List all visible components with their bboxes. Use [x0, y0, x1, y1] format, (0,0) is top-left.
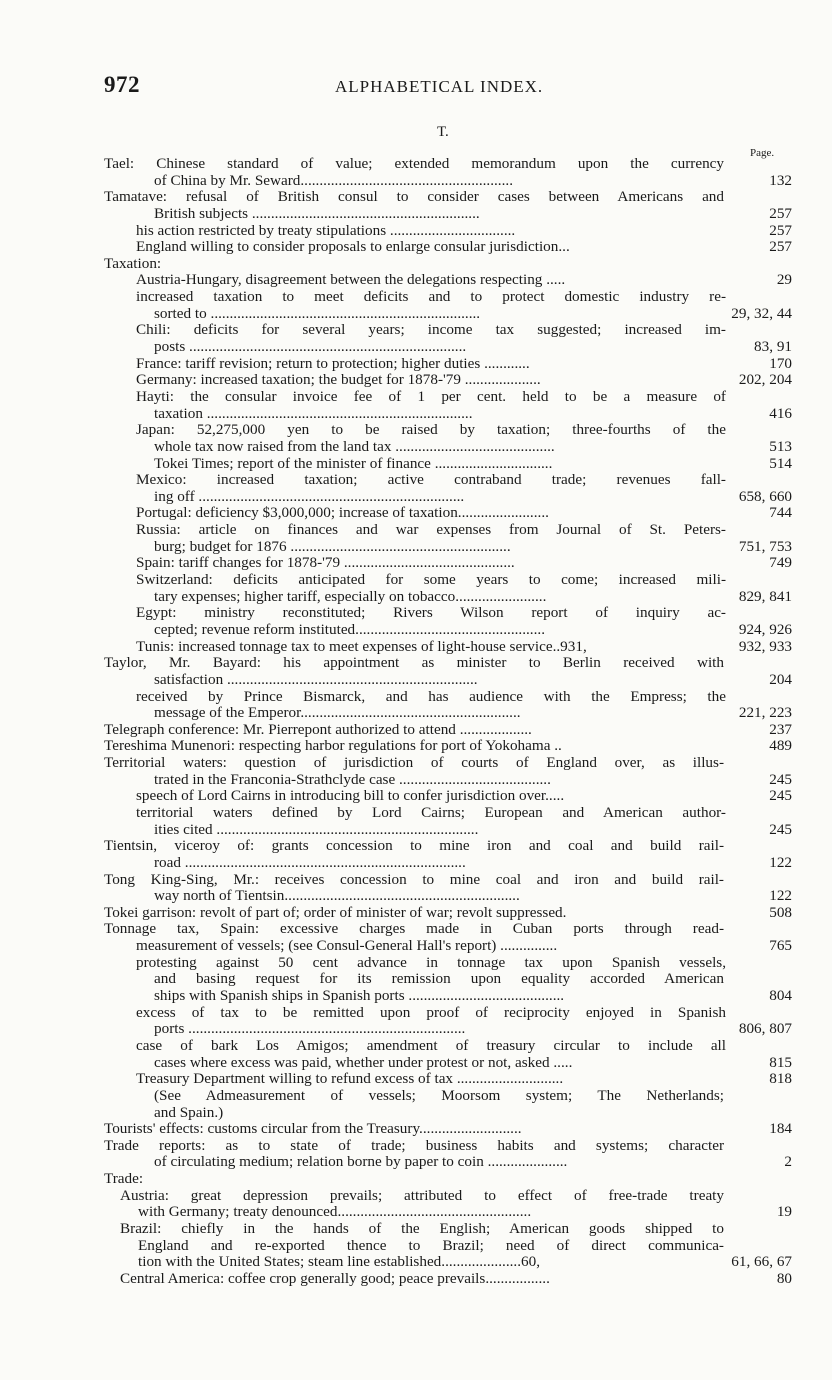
entry-text: protesting against 50 cent advance in tonnage tax upon Spanish vessels, — [136, 953, 726, 971]
page-reference: 765 — [769, 937, 792, 955]
index-line — [104, 572, 792, 589]
page-reference: 416 — [769, 404, 792, 422]
page-reference: 204 — [769, 670, 792, 688]
page-reference: 744 — [769, 504, 792, 522]
index-line — [104, 406, 792, 423]
entry-text: of circulating medium; relation borne by paper to coin ..................... — [154, 1154, 568, 1171]
page-reference: 815 — [769, 1053, 792, 1071]
entry-text: Spain: tariff changes for 1878-'79 ............................................. — [136, 555, 515, 572]
page-reference: 245 — [769, 820, 792, 838]
index-line — [104, 605, 792, 622]
entry-text: cases where excess was paid, whether under protest or not, asked ..... — [154, 1054, 573, 1071]
entry-text: Chili: deficits for several years; income tax suggested; increased im- — [136, 321, 726, 339]
page-reference: 818 — [769, 1070, 792, 1088]
index-line — [104, 788, 792, 805]
index-line — [104, 356, 792, 373]
index-entries — [104, 156, 792, 1288]
page-reference: 80 — [776, 1269, 792, 1287]
entry-text: Trade reports: as to state of trade; business habits and systems; character — [104, 1136, 724, 1154]
index-line — [104, 539, 792, 556]
entry-text: road .......................................................................... — [154, 854, 466, 871]
index-line — [104, 639, 792, 656]
index-line — [104, 905, 792, 922]
page-reference: 2 — [784, 1153, 792, 1171]
entry-text: and Spain.) — [154, 1103, 224, 1121]
page-reference: 170 — [769, 354, 792, 372]
page-reference: 513 — [769, 437, 792, 455]
index-line — [104, 921, 792, 938]
entry-text: Taylor, Mr. Bayard: his appointment as minister to Berlin received with — [104, 654, 724, 672]
entry-text: cepted; revenue reform instituted.................................................. — [154, 621, 545, 638]
page-reference: 924, 926 — [738, 620, 792, 638]
page-reference: 29 — [776, 271, 792, 289]
entry-text: and basing request for its remission upon equality accorded American — [154, 970, 724, 988]
index-line — [104, 1254, 792, 1271]
index-line — [104, 1021, 792, 1038]
entry-text: measurement of vessels; (see Consul-General Hall's report) ............... — [136, 938, 558, 955]
entry-text: ing off ...................................................................... — [154, 488, 465, 505]
index-line — [104, 705, 792, 722]
entry-text: Trade: — [104, 1170, 144, 1188]
entry-text: Germany: increased taxation; the budget for 1878-'79 .................... — [136, 372, 541, 389]
index-line — [104, 1188, 792, 1205]
entry-text: tion with the United States; steam line established.....................60, — [138, 1254, 540, 1271]
entry-text: whole tax now raised from the land tax .......................................... — [154, 438, 555, 455]
index-line — [104, 888, 792, 905]
entry-text: Tereshima Munenori: respecting harbor regulations for port of Yokohama .. — [104, 738, 562, 755]
index-line — [104, 1038, 792, 1055]
index-line — [104, 1055, 792, 1072]
index-line — [104, 256, 792, 273]
entry-text: increased taxation to meet deficits and to protect domestic industry re- — [136, 288, 726, 306]
index-line — [104, 855, 792, 872]
entry-text: Tokei Times; report of the minister of finance ............................... — [154, 455, 553, 472]
page-reference: 514 — [769, 454, 792, 472]
entry-text: (See Admeasurement of vessels; Moorsom system; The Netherlands; — [154, 1086, 724, 1104]
page-reference: 245 — [769, 787, 792, 805]
page-reference: 751, 753 — [738, 537, 792, 555]
index-line — [104, 938, 792, 955]
index-line — [104, 555, 792, 572]
entry-text: Portugal: deficiency $3,000,000; increase of taxation........................ — [136, 505, 549, 522]
section-letter: T. — [437, 124, 449, 140]
index-line — [104, 1071, 792, 1088]
entry-text: burg; budget for 1876 .......................................................... — [154, 538, 511, 555]
index-line — [104, 1088, 792, 1105]
index-line — [104, 1121, 792, 1138]
entry-text: of China by Mr. Seward........................................................ — [154, 172, 513, 189]
index-line — [104, 389, 792, 406]
page-reference: 29, 32, 44 — [731, 304, 792, 322]
entry-text: speech of Lord Cairns in introducing bill to confer jurisdiction over..... — [136, 788, 565, 805]
entry-text: Tamatave: refusal of British consul to consider cases between Americans and — [104, 188, 724, 206]
index-line — [104, 173, 792, 190]
entry-text: Tunis: increased tonnage tax to meet expenses of light-house service..931, — [136, 638, 587, 655]
page-column-label: Page. — [750, 147, 775, 159]
page-reference: 489 — [769, 737, 792, 755]
index-line — [104, 1171, 792, 1188]
page-reference: 508 — [769, 903, 792, 921]
index-line — [104, 206, 792, 223]
index-line — [104, 239, 792, 256]
page-number: 972 — [104, 72, 140, 97]
entry-text: way north of Tientsin.............................................................. — [154, 888, 520, 905]
entry-text: England and re-exported thence to Brazil; need of direct communica- — [138, 1236, 724, 1254]
entry-text: Central America: coffee crop generally good; peace prevails................. — [120, 1270, 550, 1287]
index-line — [104, 672, 792, 689]
entry-text: Tourists' effects: customs circular from the Treasury........................... — [104, 1121, 522, 1138]
page-reference: 221, 223 — [738, 704, 792, 722]
index-line — [104, 472, 792, 489]
page-reference: 132 — [769, 171, 792, 189]
index-line — [104, 1204, 792, 1221]
page-title: ALPHABETICAL INDEX. — [335, 77, 544, 96]
index-line — [104, 522, 792, 539]
page-reference: 122 — [769, 887, 792, 905]
page-reference: 257 — [769, 204, 792, 222]
index-line — [104, 422, 792, 439]
page-reference: 245 — [769, 770, 792, 788]
entry-text: Treasury Department willing to refund excess of tax ............................ — [136, 1071, 564, 1088]
index-line — [104, 272, 792, 289]
entry-text: case of bark Los Amigos; amendment of treasury circular to include all — [136, 1036, 726, 1054]
entry-text: message of the Emperor.......................................................... — [154, 705, 521, 722]
entry-text: Switzerland: deficits anticipated for some years to come; increased mili- — [136, 571, 726, 589]
index-line — [104, 223, 792, 240]
index-line — [104, 439, 792, 456]
index-line — [104, 738, 792, 755]
index-line — [104, 489, 792, 506]
index-line — [104, 1238, 792, 1255]
page-reference: 184 — [769, 1120, 792, 1138]
entry-text: taxation ...................................................................... — [154, 405, 473, 422]
entry-text: Japan: 52,275,000 yen to be raised by taxation; three-fourths of the — [136, 421, 726, 439]
index-line — [104, 1005, 792, 1022]
index-line — [104, 339, 792, 356]
page-reference: 932, 933 — [738, 637, 792, 655]
entry-text: Egypt: ministry reconstituted; Rivers Wilson report of inquiry ac- — [136, 604, 726, 622]
entry-text: Russia: article on finances and war expenses from Journal of St. Peters- — [136, 521, 726, 539]
entry-text: Telegraph conference: Mr. Pierrepont authorized to attend ................... — [104, 721, 532, 738]
page-reference: 202, 204 — [738, 371, 792, 389]
page-reference: 257 — [769, 221, 792, 239]
entry-text: excess of tax to be remitted upon proof of reciprocity enjoyed in Spanish — [136, 1003, 726, 1021]
index-line — [104, 306, 792, 323]
entry-text: Territorial waters: question of jurisdiction of courts of England over, as illus- — [104, 754, 724, 772]
entry-text: sorted to ....................................................................... — [154, 305, 481, 322]
entry-text: ports ......................................................................... — [154, 1021, 466, 1038]
index-line — [104, 1154, 792, 1171]
index-line — [104, 505, 792, 522]
entry-text: Tientsin, viceroy of: grants concession to mine iron and coal and build rail- — [104, 837, 724, 855]
page-reference: 806, 807 — [738, 1020, 792, 1038]
entry-text: satisfaction .................................................................. — [154, 671, 478, 688]
index-line — [104, 722, 792, 739]
page-reference: 237 — [769, 720, 792, 738]
index-line — [104, 322, 792, 339]
index-line — [104, 1105, 792, 1122]
index-line — [104, 1221, 792, 1238]
entry-text: British subjects ............................................................ — [154, 205, 480, 222]
index-line — [104, 289, 792, 306]
page-reference: 804 — [769, 987, 792, 1005]
entry-text: trated in the Franconia-Strathclyde case ........................................ — [154, 771, 551, 788]
entry-text: England willing to consider proposals to enlarge consular jurisdiction... — [136, 239, 570, 256]
entry-text: Taxation: — [104, 254, 162, 272]
index-line — [104, 1138, 792, 1155]
entry-text: Austria-Hungary, disagreement between the delegations respecting ..... — [136, 272, 566, 289]
entry-text: territorial waters defined by Lord Cairns; European and American author- — [136, 803, 726, 821]
index-line — [104, 689, 792, 706]
page-reference: 257 — [769, 238, 792, 256]
page-reference: 61, 66, 67 — [731, 1253, 792, 1271]
entry-text: Tonnage tax, Spain: excessive charges made in Cuban ports through read- — [104, 920, 724, 938]
entry-text: Tokei garrison: revolt of part of; order of minister of war; revolt suppressed. — [104, 904, 567, 921]
index-line — [104, 189, 792, 206]
index-line — [104, 805, 792, 822]
index-line — [104, 988, 792, 1005]
index-line — [104, 822, 792, 839]
page-reference: 658, 660 — [738, 487, 792, 505]
entry-text: ships with Spanish ships in Spanish ports ......................................... — [154, 988, 565, 1005]
page-reference: 749 — [769, 554, 792, 572]
entry-text: tary expenses; higher tariff, especially on tobacco........................ — [154, 588, 547, 605]
entry-text: Hayti: the consular invoice fee of 1 per cent. held to be a measure of — [136, 387, 726, 405]
index-line — [104, 755, 792, 772]
entry-text: posts ......................................................................... — [154, 339, 467, 356]
index-line — [104, 971, 792, 988]
page-reference: 83, 91 — [754, 338, 792, 356]
index-line — [104, 772, 792, 789]
entry-text: Tael: Chinese standard of value; extended memorandum upon the currency — [104, 155, 724, 172]
index-line — [104, 589, 792, 606]
entry-text: Mexico: increased taxation; active contraband trade; revenues fall- — [136, 471, 726, 489]
index-line — [104, 872, 792, 889]
index-line — [104, 655, 792, 672]
entry-text: Austria: great depression prevails; attributed to effect of free-trade treaty — [120, 1186, 724, 1204]
index-line — [104, 838, 792, 855]
entry-text: Tong King-Sing, Mr.: receives concession to mine coal and iron and build rail- — [104, 870, 724, 888]
page-reference: 19 — [776, 1203, 792, 1221]
entry-text: France: tariff revision; return to protection; higher duties ............ — [136, 355, 530, 372]
index-line — [104, 456, 792, 473]
index-line — [104, 1271, 792, 1288]
index-line — [104, 156, 792, 173]
index-line — [104, 622, 792, 639]
entry-text: with Germany; treaty denounced................................................... — [138, 1204, 532, 1221]
entry-text: his action restricted by treaty stipulations ................................. — [136, 222, 516, 239]
page-reference: 122 — [769, 853, 792, 871]
page-reference: 829, 841 — [738, 587, 792, 605]
entry-text: ities cited ..................................................................... — [154, 821, 479, 838]
entry-text: Brazil: chiefly in the hands of the English; American goods shipped to — [120, 1220, 724, 1237]
index-line — [104, 372, 792, 389]
index-line — [104, 955, 792, 972]
entry-text: received by Prince Bismarck, and has audience with the Empress; the — [136, 687, 726, 705]
